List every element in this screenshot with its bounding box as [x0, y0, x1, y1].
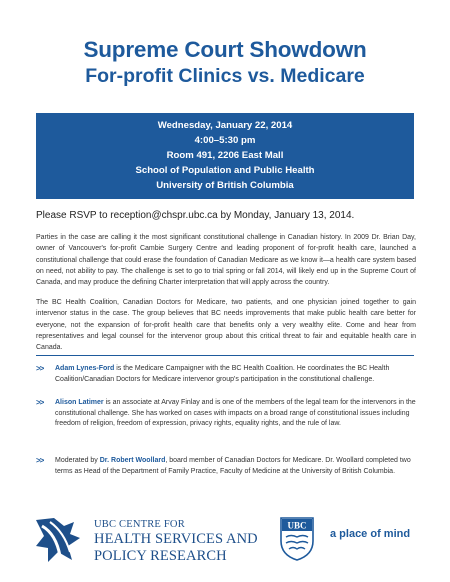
section-divider — [36, 355, 414, 356]
speaker-bio: is the Medicare Campaigner with the BC Health Coalition. He coordinates the BC Health Coalition/Canadian Doctors for Medicare intervenor group's participation in the constitutional challenge. — [55, 365, 390, 383]
page-subtitle: For-profit Clinics vs. Medicare — [85, 65, 365, 87]
moderator-name: Dr. Robert Woollard — [99, 457, 166, 464]
coalition-paragraph: The BC Health Coalition, Canadian Doctors for Medicare, two patients, and one physician joined together to gain intervenor status in the case. The group believes that BC needs improvements that make public health care better for everyone, not the expansion of for-profit health care that benefits only a very wealthy elite. Come and hear from representatives and legal counsel for the intervenor group about this critical threat to fair and equitable health care in Canada. — [36, 299, 416, 352]
double-chevron-icon: >> — [36, 364, 44, 373]
speaker-name: Adam Lynes-Ford — [55, 365, 115, 372]
moderator-entry — [36, 456, 416, 477]
event-date: Wednesday, January 22, 2014 — [157, 120, 293, 131]
event-info-box — [36, 113, 414, 199]
org-line-2: HEALTH SERVICES AND — [94, 531, 258, 547]
org-line-3: POLICY RESEARCH — [94, 548, 227, 564]
org-line-1: UBC CENTRE FOR — [94, 519, 185, 530]
speaker-entry — [36, 364, 416, 385]
ubc-crest-label: UBC — [287, 520, 307, 531]
event-time: 4:00–5:30 pm — [194, 135, 256, 146]
speaker-name: Alison Latimer — [55, 399, 104, 406]
intro-paragraph: Parties in the case are calling it the most significant constitutional challenge in Canadian history. In 2009 Dr. Brian Day, owner of Vancouver's for-profit Cambie Surgery Centre and leading proponent of for-profit health care, launched a constitutional challenge that could erase the foundation of Canadian Medicare as we know it—a health care system based on need, not ability to pay. The challenge is set to go to trial spring or fall 2014, will likely end up in the Supreme Court of Canada, and may produce the defining Charter interpretation that will apply across the country. — [36, 234, 416, 287]
moderator-prefix: Moderated by — [55, 457, 100, 464]
event-university: University of British Columbia — [156, 180, 294, 191]
moderator-bio: , board member of Canadian Doctors for Medicare. Dr. Woollard completed two terms as Head of the Department of Family Practice, Faculty of Medicine at the University of British Columbia. — [55, 457, 411, 475]
event-room: Room 491, 2206 East Mall — [166, 150, 284, 161]
rsvp-line: Please RSVP to reception@chspr.ubc.ca by Monday, January 13, 2014. — [36, 210, 355, 221]
title-block — [0, 36, 450, 89]
chspr-logo-icon — [34, 516, 84, 566]
organization-name — [94, 518, 258, 565]
speaker-bio: is an associate at Arvay Finlay and is one of the members of the legal team for the intervenors in the constitutional challenge. She has worked on cases with impacts on a broad range of constitutional issues including freedom of religion, freedom of expression, privacy rights, equality rights, and the rule of law. — [55, 399, 416, 428]
speaker-description — [55, 364, 416, 385]
speaker-entry — [36, 398, 416, 430]
ubc-crest-icon — [280, 517, 314, 561]
ubc-tagline: a place of mind — [330, 528, 411, 540]
page-title: Supreme Court Showdown — [83, 37, 367, 62]
speaker-description — [55, 398, 416, 430]
event-school: School of Population and Public Health — [135, 165, 315, 176]
double-chevron-icon: >> — [36, 456, 44, 465]
double-chevron-icon: >> — [36, 398, 44, 407]
moderator-description — [55, 456, 416, 477]
